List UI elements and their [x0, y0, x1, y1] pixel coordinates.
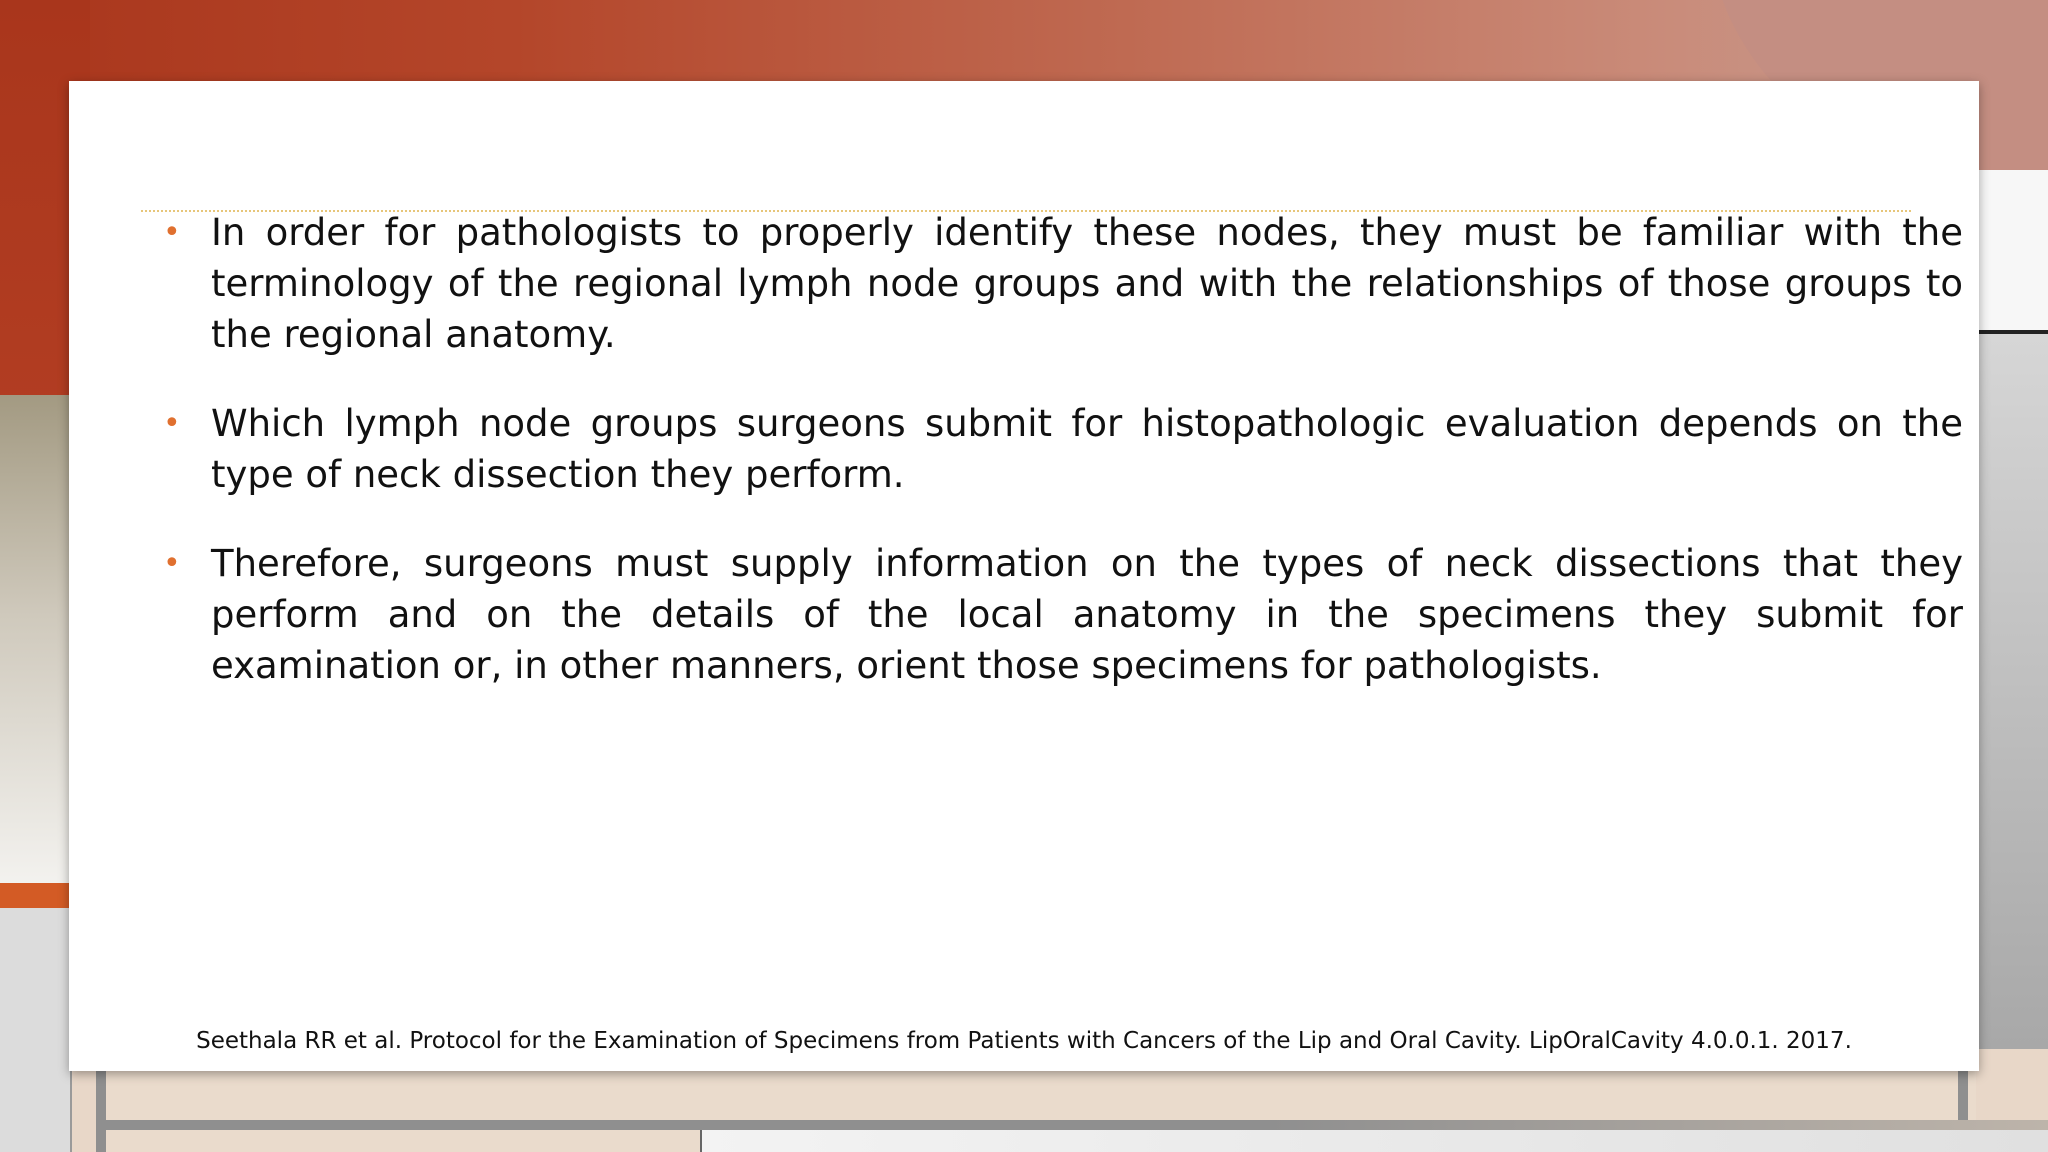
background-bottom-strip: [700, 1130, 2048, 1152]
background-bottom-line: [106, 1120, 2048, 1130]
background-left-orange-strip: [0, 883, 70, 908]
background-left-olive-panel: [0, 395, 70, 885]
bullet-item: [157, 398, 1963, 500]
bullet-text: Therefore, surgeons must supply information on the types of neck dissections that they perform and on the details of the local anatomy in the specimens they submit for examination or, in other manners, orient those specimens for pathologists.: [211, 542, 1963, 687]
bullet-text: Which lymph node groups surgeons submit for histopathologic evaluation depends on the type of neck dissection they perform.: [211, 402, 1963, 496]
bullet-dot-icon: •: [163, 215, 181, 250]
slide: [69, 81, 1979, 1071]
bullet-dot-icon: •: [163, 546, 181, 581]
bullet-item: [157, 538, 1963, 691]
bullet-text: In order for pathologists to properly identify these nodes, they must be familiar with the terminology of the regional lymph node groups and with the relationships of those groups to the regional anatomy.: [211, 211, 1963, 356]
bullet-list: [157, 207, 1963, 729]
background-bottom-post: [1958, 1068, 1968, 1123]
bullet-item: [157, 207, 1963, 360]
background-left-gray-panel: [0, 908, 72, 1152]
citation-text: Seethala RR et al. Protocol for the Examination of Specimens from Patients with Cancers of the Lip and Oral Cavity. LipOralCavity 4.0.0.1. 2017.: [196, 1028, 1852, 1054]
background-right-gray-panel: [1978, 334, 2048, 1049]
background-right-white-panel: [1978, 170, 2048, 330]
bullet-dot-icon: •: [163, 406, 181, 441]
